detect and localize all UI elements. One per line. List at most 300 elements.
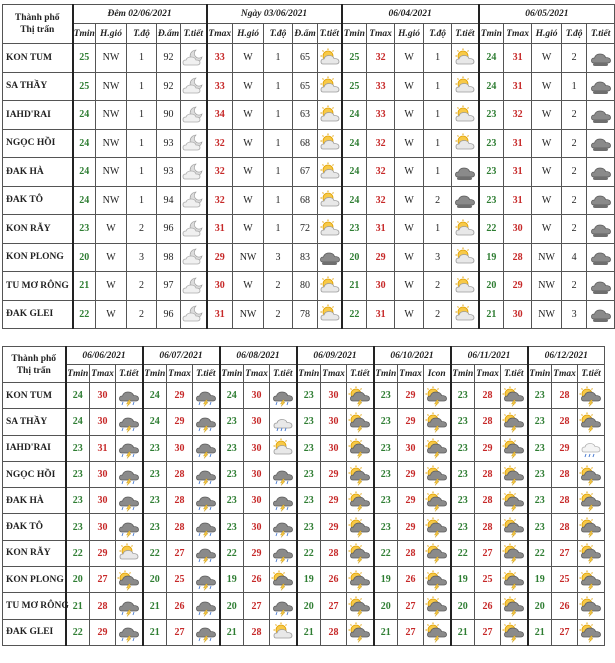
storm-icon bbox=[194, 517, 218, 537]
sun-storm-icon bbox=[425, 412, 449, 432]
weather-cell bbox=[587, 300, 615, 329]
sun-cloud-icon bbox=[117, 543, 141, 563]
sun-storm-icon bbox=[425, 438, 449, 458]
cloud-dark-icon bbox=[589, 247, 613, 267]
tmax-value: 26 bbox=[475, 593, 501, 619]
wind-direction: NW bbox=[233, 300, 264, 329]
wind-direction: W bbox=[532, 44, 562, 73]
tmin-value: 22 bbox=[143, 540, 167, 566]
group-title: 06/12/2021 bbox=[528, 347, 605, 365]
weather-cell bbox=[501, 435, 528, 461]
wind-direction: W bbox=[233, 101, 264, 130]
tmax-value: 29 bbox=[167, 383, 193, 409]
wind-direction: W bbox=[96, 243, 127, 272]
tmin-value: 20 bbox=[451, 593, 475, 619]
weather-cell bbox=[587, 243, 615, 272]
tmin-value: 23 bbox=[528, 461, 552, 487]
cloud-dark-icon bbox=[453, 162, 477, 182]
tmax-value: 30 bbox=[90, 461, 116, 487]
column-header: Tmax bbox=[167, 365, 193, 383]
tmax-value: 30 bbox=[321, 383, 347, 409]
group-title: 06/10/2021 bbox=[374, 347, 451, 365]
wind-direction: NW bbox=[532, 243, 562, 272]
rain-icon bbox=[271, 412, 295, 432]
tmax-value: 30 bbox=[244, 409, 270, 435]
weather-cell bbox=[181, 300, 207, 329]
column-header: H.gió bbox=[532, 24, 562, 44]
humidity: 72 bbox=[293, 215, 318, 244]
city-name: IAHD'RAI bbox=[3, 101, 73, 130]
humidity: 92 bbox=[157, 44, 181, 73]
city-name: SA THẦY bbox=[3, 409, 66, 435]
tmax-value: 27 bbox=[167, 540, 193, 566]
tmin-value: 23 bbox=[143, 514, 167, 540]
sun-storm-icon bbox=[502, 386, 526, 406]
tmin-value: 19 bbox=[528, 567, 552, 593]
tmin-value: 23 bbox=[479, 158, 504, 187]
weather-cell bbox=[578, 540, 605, 566]
tmin-value: 22 bbox=[528, 540, 552, 566]
wind-speed: 1 bbox=[424, 101, 452, 130]
tmax-value: 32 bbox=[207, 129, 233, 158]
storm-icon bbox=[194, 386, 218, 406]
column-header: Tmax bbox=[244, 365, 270, 383]
weather-cell bbox=[116, 383, 143, 409]
sun-storm-icon bbox=[425, 622, 449, 642]
weather-cell bbox=[424, 461, 451, 487]
wind-speed: 2 bbox=[562, 158, 587, 187]
table-row bbox=[3, 567, 605, 593]
weather-cell bbox=[347, 383, 374, 409]
humidity: 92 bbox=[157, 72, 181, 101]
column-header: T.độ bbox=[127, 24, 157, 44]
group-title: 06/05/2021 bbox=[479, 5, 615, 24]
weather-cell bbox=[193, 409, 220, 435]
cloud-moon-icon bbox=[181, 162, 205, 182]
weather-cell bbox=[347, 619, 374, 645]
humidity: 68 bbox=[293, 129, 318, 158]
tmin-value: 23 bbox=[479, 129, 504, 158]
tmin-value: 23 bbox=[297, 461, 321, 487]
storm-icon bbox=[194, 596, 218, 616]
sun-cloud-icon bbox=[453, 219, 477, 239]
sun-cloud-icon bbox=[318, 276, 342, 296]
city-name: NGỌC HỒI bbox=[3, 461, 66, 487]
wind-speed: 1 bbox=[127, 44, 157, 73]
tmax-value: 31 bbox=[504, 129, 532, 158]
city-name: SA THẦY bbox=[3, 72, 73, 101]
table-row bbox=[3, 101, 615, 130]
wind-direction: NW bbox=[532, 272, 562, 301]
humidity: 93 bbox=[157, 129, 181, 158]
wind-speed: 2 bbox=[424, 300, 452, 329]
sun-storm-icon bbox=[425, 491, 449, 511]
weather-cell bbox=[424, 488, 451, 514]
city-name: KON TUM bbox=[3, 383, 66, 409]
wind-speed: 1 bbox=[127, 186, 157, 215]
column-header: T.tiết bbox=[501, 365, 528, 383]
tmax-value: 33 bbox=[367, 72, 395, 101]
weather-cell bbox=[193, 567, 220, 593]
tmax-value: 30 bbox=[167, 435, 193, 461]
tmax-value: 33 bbox=[207, 72, 233, 101]
city-name: ĐAK TÔ bbox=[3, 514, 66, 540]
wind-speed: 2 bbox=[127, 300, 157, 329]
tmin-value: 21 bbox=[297, 619, 321, 645]
tmin-value: 24 bbox=[66, 409, 90, 435]
tmax-value: 27 bbox=[552, 540, 578, 566]
weather-cell bbox=[270, 461, 297, 487]
wind-speed: 1 bbox=[264, 101, 293, 130]
tmax-value: 30 bbox=[244, 488, 270, 514]
tmin-value: 23 bbox=[479, 101, 504, 130]
wind-speed: 1 bbox=[264, 158, 293, 187]
tmin-value: 20 bbox=[342, 243, 367, 272]
tmax-value: 26 bbox=[321, 567, 347, 593]
weather-cell bbox=[270, 383, 297, 409]
weather-cell bbox=[318, 72, 342, 101]
tmax-value: 30 bbox=[504, 215, 532, 244]
cloud-moon-icon bbox=[181, 304, 205, 324]
sun-cloud-icon bbox=[271, 438, 295, 458]
weather-cell bbox=[424, 619, 451, 645]
tmin-value: 20 bbox=[66, 567, 90, 593]
tmin-value: 23 bbox=[143, 488, 167, 514]
column-header: Tmax bbox=[207, 24, 233, 44]
city-name: KON RẪY bbox=[3, 540, 66, 566]
rain-light-icon bbox=[579, 438, 603, 458]
column-header: T.tiết bbox=[116, 365, 143, 383]
weather-cell bbox=[193, 435, 220, 461]
tmax-value: 29 bbox=[475, 435, 501, 461]
tmax-value: 27 bbox=[552, 619, 578, 645]
cloud-dark-icon bbox=[589, 304, 613, 324]
tmax-value: 31 bbox=[90, 435, 116, 461]
wind-speed: 1 bbox=[127, 72, 157, 101]
column-header: T.tiết bbox=[181, 24, 207, 44]
storm-icon bbox=[271, 386, 295, 406]
tmax-value: 28 bbox=[398, 540, 424, 566]
city-name: ĐAK GLEI bbox=[3, 619, 66, 645]
tmax-value: 29 bbox=[90, 540, 116, 566]
wind-direction: W bbox=[395, 44, 424, 73]
weather-cell bbox=[424, 514, 451, 540]
column-header: T.độ bbox=[264, 24, 293, 44]
humidity: 80 bbox=[293, 272, 318, 301]
tmax-value: 28 bbox=[552, 409, 578, 435]
weather-cell bbox=[193, 540, 220, 566]
column-header: Tmax bbox=[398, 365, 424, 383]
storm-icon bbox=[117, 386, 141, 406]
storm-icon bbox=[117, 412, 141, 432]
table-row bbox=[3, 300, 615, 329]
city-name: TU MƠ RÔNG bbox=[3, 272, 73, 301]
wind-speed: 2 bbox=[562, 186, 587, 215]
tmin-value: 23 bbox=[451, 488, 475, 514]
table-row bbox=[3, 619, 605, 645]
sun-cloud-icon bbox=[453, 48, 477, 68]
column-header: T.tiết bbox=[193, 365, 220, 383]
wind-direction: W bbox=[395, 300, 424, 329]
weather-cell bbox=[587, 215, 615, 244]
city-name: KON PLONG bbox=[3, 243, 73, 272]
tmin-value: 24 bbox=[73, 158, 96, 187]
weather-cell bbox=[501, 409, 528, 435]
table-row bbox=[3, 409, 605, 435]
tmax-value: 31 bbox=[504, 72, 532, 101]
storm-icon bbox=[271, 517, 295, 537]
wind-direction: W bbox=[96, 215, 127, 244]
weather-cell bbox=[181, 272, 207, 301]
tmax-value: 29 bbox=[90, 619, 116, 645]
weather-cell bbox=[318, 243, 342, 272]
weather-cell bbox=[347, 593, 374, 619]
wind-speed: 2 bbox=[562, 101, 587, 130]
city-name: TU MƠ RÔNG bbox=[3, 593, 66, 619]
tmin-value: 22 bbox=[342, 300, 367, 329]
wind-speed: 3 bbox=[562, 300, 587, 329]
sun-storm-icon bbox=[425, 596, 449, 616]
weather-cell bbox=[578, 619, 605, 645]
cloud-moon-icon bbox=[181, 190, 205, 210]
tmin-value: 24 bbox=[479, 44, 504, 73]
tmax-value: 29 bbox=[398, 409, 424, 435]
tmin-value: 25 bbox=[73, 72, 96, 101]
table-row bbox=[3, 435, 605, 461]
table-row bbox=[3, 540, 605, 566]
humidity: 65 bbox=[293, 72, 318, 101]
table-row bbox=[3, 215, 615, 244]
tmax-value: 28 bbox=[552, 461, 578, 487]
tmin-value: 23 bbox=[297, 409, 321, 435]
weather-cell bbox=[587, 272, 615, 301]
group-title: 06/08/2021 bbox=[220, 347, 297, 365]
sun-storm-icon bbox=[348, 517, 372, 537]
tmin-value: 19 bbox=[374, 567, 398, 593]
tmin-value: 23 bbox=[374, 409, 398, 435]
wind-direction: W bbox=[233, 158, 264, 187]
tmax-value: 28 bbox=[90, 593, 116, 619]
cloud-dark-icon bbox=[589, 276, 613, 296]
wind-direction: W bbox=[395, 243, 424, 272]
tmax-value: 32 bbox=[207, 158, 233, 187]
tmax-value: 28 bbox=[244, 619, 270, 645]
column-header: Tmax bbox=[475, 365, 501, 383]
tmax-value: 27 bbox=[321, 593, 347, 619]
tmin-value: 23 bbox=[220, 461, 244, 487]
weather-cell bbox=[578, 409, 605, 435]
column-header: Tmin bbox=[66, 365, 90, 383]
tmax-value: 28 bbox=[475, 461, 501, 487]
tmin-value: 23 bbox=[220, 409, 244, 435]
weather-cell bbox=[578, 383, 605, 409]
weather-cell bbox=[116, 593, 143, 619]
wind-direction: W bbox=[96, 300, 127, 329]
wind-speed: 1 bbox=[424, 158, 452, 187]
cloud-moon-icon bbox=[181, 247, 205, 267]
column-header: T.tiết bbox=[452, 24, 479, 44]
tmax-value: 26 bbox=[398, 567, 424, 593]
wind-speed: 1 bbox=[127, 129, 157, 158]
group-title: Đêm 02/06/2021 bbox=[73, 5, 207, 24]
humidity: 83 bbox=[293, 243, 318, 272]
sun-storm-icon bbox=[579, 570, 603, 590]
column-header: T.tiết bbox=[270, 365, 297, 383]
wind-direction: NW bbox=[532, 300, 562, 329]
tmin-value: 23 bbox=[374, 514, 398, 540]
wind-speed: 2 bbox=[562, 44, 587, 73]
tmin-value: 21 bbox=[66, 593, 90, 619]
storm-icon bbox=[194, 543, 218, 563]
tmax-value: 27 bbox=[244, 593, 270, 619]
wind-speed: 1 bbox=[127, 101, 157, 130]
sun-storm-icon bbox=[348, 543, 372, 563]
tmax-value: 28 bbox=[552, 383, 578, 409]
tmax-value: 29 bbox=[367, 243, 395, 272]
tmin-value: 23 bbox=[220, 514, 244, 540]
tmin-value: 21 bbox=[374, 619, 398, 645]
tmin-value: 24 bbox=[342, 186, 367, 215]
wind-speed: 2 bbox=[562, 129, 587, 158]
tmax-value: 28 bbox=[475, 514, 501, 540]
sun-storm-icon bbox=[348, 465, 372, 485]
tmax-value: 29 bbox=[398, 383, 424, 409]
sun-storm-icon bbox=[425, 386, 449, 406]
wind-speed: 1 bbox=[264, 72, 293, 101]
weather-cell bbox=[501, 540, 528, 566]
tmin-value: 19 bbox=[479, 243, 504, 272]
tmin-value: 23 bbox=[451, 383, 475, 409]
weather-cell bbox=[587, 44, 615, 73]
column-header: T.độ bbox=[562, 24, 587, 44]
tmin-value: 21 bbox=[143, 619, 167, 645]
tmax-value: 28 bbox=[321, 619, 347, 645]
wind-speed: 2 bbox=[127, 215, 157, 244]
tmin-value: 20 bbox=[297, 593, 321, 619]
tmax-value: 29 bbox=[398, 488, 424, 514]
tmin-value: 22 bbox=[479, 215, 504, 244]
cloud-dark-icon bbox=[318, 247, 342, 267]
tmax-value: 32 bbox=[207, 186, 233, 215]
wind-direction: W bbox=[532, 215, 562, 244]
weather-cell bbox=[501, 593, 528, 619]
sun-storm-icon bbox=[348, 596, 372, 616]
weather-cell bbox=[181, 44, 207, 73]
tmin-value: 24 bbox=[342, 101, 367, 130]
weather-cell bbox=[181, 129, 207, 158]
weather-cell bbox=[578, 435, 605, 461]
weather-cell bbox=[116, 619, 143, 645]
weather-cell bbox=[452, 243, 479, 272]
weather-cell bbox=[501, 488, 528, 514]
cloud-moon-icon bbox=[181, 76, 205, 96]
group-title: 06/07/2021 bbox=[143, 347, 220, 365]
storm-icon bbox=[194, 570, 218, 590]
wind-speed: 1 bbox=[424, 44, 452, 73]
tmax-value: 29 bbox=[398, 461, 424, 487]
tmax-value: 29 bbox=[398, 514, 424, 540]
weather-cell bbox=[193, 383, 220, 409]
tmin-value: 23 bbox=[297, 514, 321, 540]
weather-cell bbox=[424, 567, 451, 593]
storm-icon bbox=[194, 491, 218, 511]
wind-direction: W bbox=[395, 215, 424, 244]
sun-storm-icon bbox=[579, 465, 603, 485]
tmin-value: 25 bbox=[73, 44, 96, 73]
cloud-moon-icon bbox=[181, 276, 205, 296]
tmin-value: 22 bbox=[66, 619, 90, 645]
storm-icon bbox=[271, 596, 295, 616]
weather-cell bbox=[347, 488, 374, 514]
weather-cell bbox=[452, 158, 479, 187]
city-header bbox=[3, 5, 73, 44]
humidity: 98 bbox=[157, 243, 181, 272]
tmin-value: 24 bbox=[66, 383, 90, 409]
tmin-value: 23 bbox=[528, 435, 552, 461]
storm-icon bbox=[117, 622, 141, 642]
cloud-dark-icon bbox=[589, 162, 613, 182]
wind-direction: W bbox=[395, 186, 424, 215]
tmin-value: 21 bbox=[528, 619, 552, 645]
city-header-line1: Thành phố bbox=[11, 353, 57, 364]
cloud-dark-icon bbox=[589, 48, 613, 68]
sun-storm-icon bbox=[579, 386, 603, 406]
column-header: Đ.ẩm bbox=[157, 24, 181, 44]
tmax-value: 27 bbox=[167, 619, 193, 645]
tmax-value: 31 bbox=[207, 300, 233, 329]
group-title: 06/06/2021 bbox=[66, 347, 143, 365]
weather-cell bbox=[193, 593, 220, 619]
wind-speed: 2 bbox=[264, 272, 293, 301]
tmax-value: 30 bbox=[90, 383, 116, 409]
table-row bbox=[3, 186, 615, 215]
tmax-value: 30 bbox=[398, 435, 424, 461]
weather-cell bbox=[318, 101, 342, 130]
sun-cloud-icon bbox=[318, 105, 342, 125]
table-row bbox=[3, 129, 615, 158]
cloud-dark-icon bbox=[589, 219, 613, 239]
tmin-value: 24 bbox=[342, 129, 367, 158]
sun-cloud-icon bbox=[318, 219, 342, 239]
tmin-value: 23 bbox=[528, 488, 552, 514]
wind-direction: W bbox=[233, 272, 264, 301]
tmin-value: 21 bbox=[220, 619, 244, 645]
sun-cloud-icon bbox=[318, 48, 342, 68]
weather-cell bbox=[193, 619, 220, 645]
weather-cell bbox=[424, 540, 451, 566]
sun-storm-icon bbox=[348, 491, 372, 511]
column-header: H.gió bbox=[395, 24, 424, 44]
weather-cell bbox=[270, 567, 297, 593]
tmin-value: 23 bbox=[528, 383, 552, 409]
tmin-value: 23 bbox=[374, 435, 398, 461]
weather-cell bbox=[424, 383, 451, 409]
weather-cell bbox=[181, 101, 207, 130]
weather-cell bbox=[318, 129, 342, 158]
weather-cell bbox=[578, 514, 605, 540]
weather-cell bbox=[318, 215, 342, 244]
tmin-value: 24 bbox=[143, 409, 167, 435]
tmax-value: 28 bbox=[167, 488, 193, 514]
weather-cell bbox=[181, 72, 207, 101]
wind-direction: W bbox=[532, 129, 562, 158]
weather-cell bbox=[424, 409, 451, 435]
group-title: 06/09/2021 bbox=[297, 347, 374, 365]
weather-cell bbox=[193, 488, 220, 514]
weather-cell bbox=[501, 383, 528, 409]
column-header: Tmin bbox=[143, 365, 167, 383]
column-header: Tmin bbox=[73, 24, 96, 44]
